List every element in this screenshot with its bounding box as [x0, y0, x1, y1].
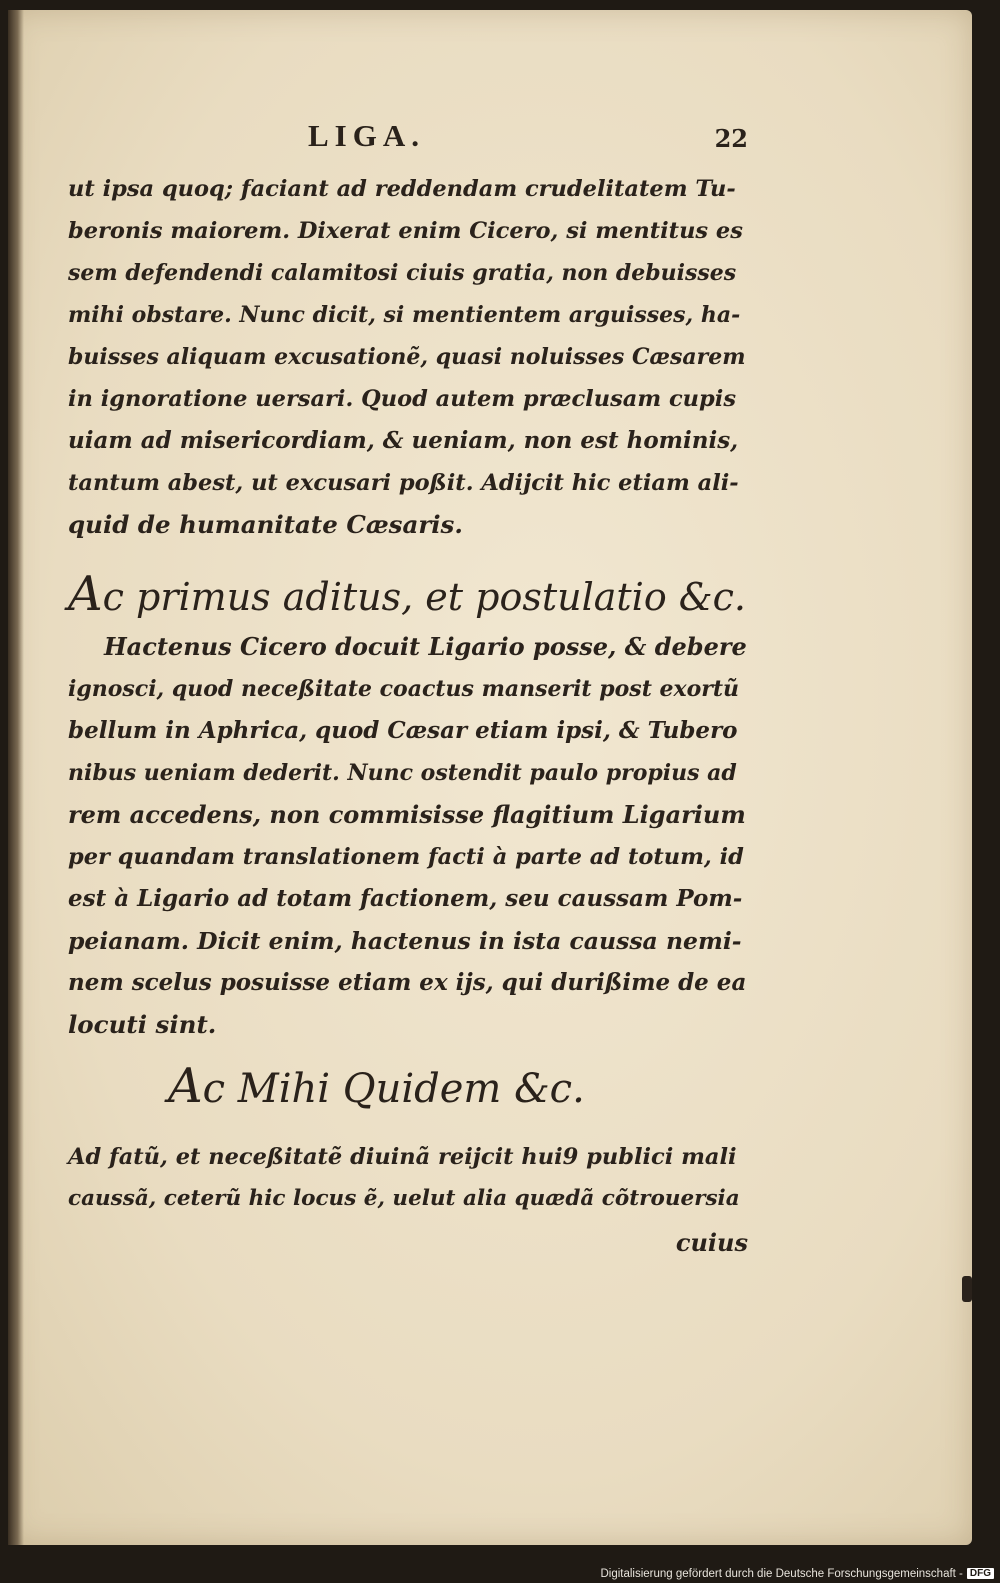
text-line: bellum in Aphrica, quod Cæsar etiam ipsi, & Tubero — [68, 717, 738, 744]
running-head — [68, 118, 748, 158]
section-heading-2 — [168, 1058, 848, 1114]
digitization-credit — [600, 1568, 994, 1580]
text-line: tantum abest, ut excusari poßit. Adijcit hic etiam ali- — [68, 470, 739, 496]
binding-edge — [8, 10, 24, 1545]
text-line: caussã, ceterũ hic locus ẽ, uelut alia quædã cõtrouersia — [68, 1186, 740, 1211]
text-line: peianam. Dicit enim, hactenus in ista caussa nemi- — [68, 927, 742, 955]
text-line: nibus ueniam dederit. Nunc ostendit paulo propius ad — [68, 760, 737, 786]
text-line: per quandam translationem facti à parte ad totum, id — [68, 844, 744, 870]
heading-initial: A — [168, 1058, 203, 1114]
heading-text: c Mihi Quidem &c. — [202, 1066, 585, 1112]
text-line: Hactenus Cicero docuit Ligario posse, & debere — [104, 632, 747, 661]
heading-initial: A — [68, 566, 103, 622]
text-line: ignosci, quod neceßitate coactus manserit post exortũ — [68, 676, 740, 702]
running-title: LIGA. — [308, 118, 425, 153]
text-line: ut ipsa quoq; faciant ad reddendam crudelitatem Tu- — [68, 176, 736, 202]
book-page — [8, 10, 972, 1545]
text-line: est à Ligario ad totam factionem, seu caussam Pom- — [68, 885, 743, 912]
text-line: locuti sint. — [68, 1010, 217, 1039]
text-line: rem accedens, non commisisse flagitium Ligarium — [68, 800, 746, 829]
paragraph-1 — [68, 168, 748, 546]
text-line: nem scelus posuisse etiam ex ijs, qui durißime de ea — [68, 969, 747, 996]
dfg-logo-icon: DFG — [967, 1568, 994, 1579]
text-line: in ignoratione uersari. Quod autem præclusam cupis — [68, 386, 736, 412]
text-line: mihi obstare. Nunc dicit, si mentientem arguisses, ha- — [68, 302, 741, 328]
paragraph-2 — [68, 626, 748, 1046]
catchword: cuius — [675, 1228, 748, 1257]
text-line: uiam ad misericordiam, & ueniam, non est hominis, — [68, 427, 739, 454]
text-line: Ad fatũ, et neceßitatẽ diuinã reijcit hui9 publici mali — [68, 1144, 737, 1170]
credit-text: Digitalisierung gefördert durch die Deutsche Forschungsgemeinschaft - — [600, 1568, 963, 1580]
paragraph-3 — [68, 1136, 748, 1220]
text-line: beronis maiorem. Dixerat enim Cicero, si mentitus es — [68, 218, 743, 244]
section-heading-1 — [68, 566, 748, 622]
ink-mark — [962, 1276, 972, 1302]
text-line: sem defendendi calamitosi ciuis gratia, non debuisses — [68, 260, 737, 286]
text-line: buisses aliquam excusationẽ, quasi noluisses Cæsarem — [68, 344, 746, 370]
text-line: quid de humanitate Cæsaris. — [68, 510, 463, 539]
folio-number: 22 — [714, 124, 748, 153]
heading-text: c primus aditus, et postulatio &c. — [102, 575, 746, 619]
